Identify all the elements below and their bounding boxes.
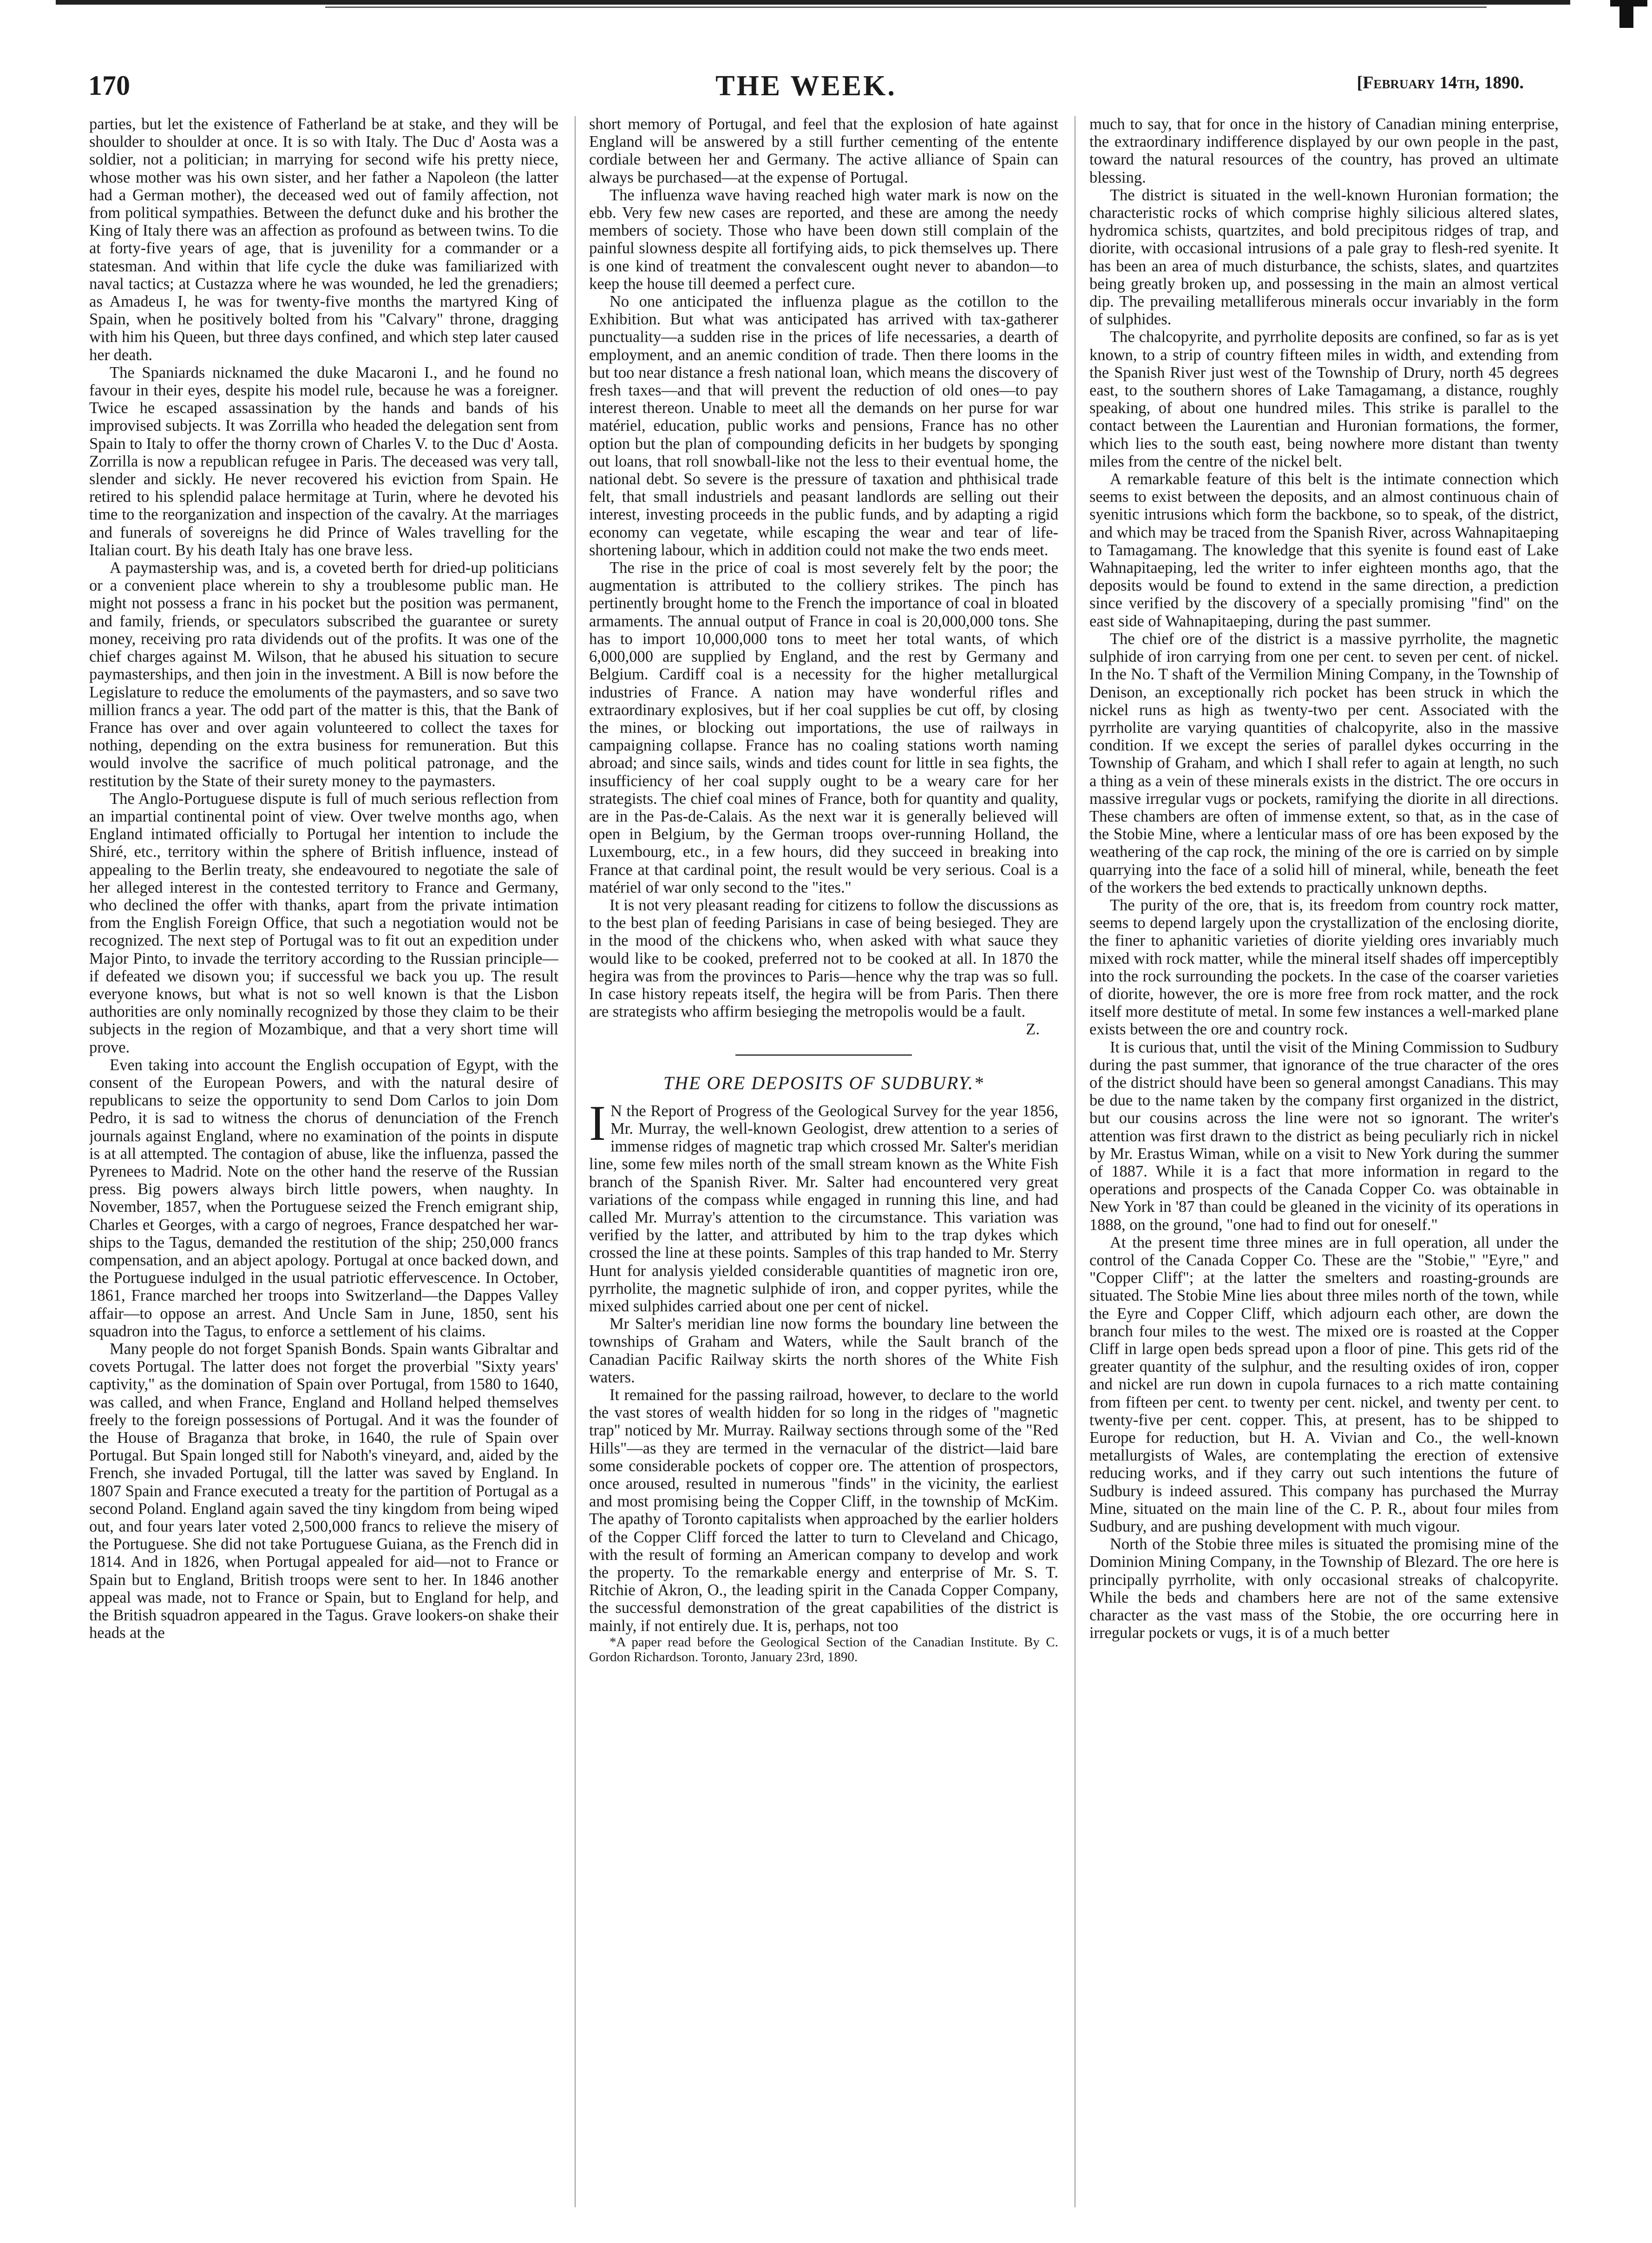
paragraph: Many people do not forget Spanish Bonds. Spain wants Gibraltar and covets Portugal. The latter does not forget the proverbial "Sixty years' captivity," as the domination of Spain over Portugal, from 1580 to 1640, was called, and when France, England and Holland helped themselves freely to the foreign possessions of Portugal. And it was the founder of the House of Braganza that broke, in 1640, the rule of Spain over Portugal. But Spain longed still for Naboth's vineyard, and, aided by the French, she invaded Portugal, till the latter was saved by England. In 1807 Spain and France executed a treaty for the partition of Portugal as a second Poland. England again saved the tiny kingdom from being wiped out, and four years later voted 2,500,000 francs to relieve the misery of the Portuguese. She did not take Portuguese Guiana, as the French did in 1814. And in 1826, when Portugal appealed for aid—not to France or Spain but to England, British troops were sent to her. In 1846 another appeal was made, not to France or Spain, but to England for help, and the British squadron appeared in the Tagus. Grave lookers-on shake their heads at the <box>89 1340 558 1642</box>
drop-cap: I <box>589 1095 606 1151</box>
paragraph: North of the Stobie three miles is situated the promising mine of the Dominion Mining Company, in the Township of Blezard. The ore here is principally pyrrholite, with only occasional streaks of chalcopyrite. While the beds and chambers here are not of the same extensive character as the vast mass of the Stobie, the ore occurring here in irregular pockets or vugs, it is of a much better <box>1089 1535 1559 1642</box>
article-title: THE ORE DEPOSITS OF SUDBURY.* <box>663 1072 984 1093</box>
paragraph: A paymastership was, and is, a coveted berth for dried-up politicians or a convenient place wherein to shy a troublesome public man. He might not possess a franc in his pocket but the position was permanent, and family, friends, or speculators subscribed the guarantee or surety money, receiving pro rata dividends out of the profits. It was one of the chief charges against M. Wilson, that he abused his situation to secure paymasterships, and then join in the investment. A Bill is now before the Legislature to reduce the emoluments of the paymasters, and so save two million francs a year. The odd part of the matter is this, that the Bank of France has over and over again volunteered to collect the taxes for nothing, depending on the extra business for remuneration. But this would involve the sacrifice of much political patronage, and the restitution by the State of their surety money to the paymasters. <box>89 559 558 790</box>
paragraph: It is curious that, until the visit of the Mining Commission to Sudbury during the past summer, that ignorance of the true character of the ores of the district should have been so general amongst Canadians. This may be due to the name taken by the company first organized in the district, but our cousins across the line were not so ignorant. The writer's attention was first drawn to the district as being peculiarly rich in nickel by Mr. Erastus Wiman, while on a visit to New York during the summer of 1887. While it is a fact that more information in regard to the operations and prospects of the Canada Copper Co. was obtainable in New York in '87 than could be gleaned in the vicinity of its operations in 1888, on the ground, "one had to find out for oneself." <box>1089 1038 1559 1234</box>
issue-date: [February 14th, 1890. <box>1357 73 1524 92</box>
paragraph: The rise in the price of coal is most severely felt by the poor; the augmentation is attributed to the colliery strikes. The pinch has pertinently brought home to the French the importance of coal in bloated armaments. The annual output of France in coal is 20,000,000 tons. She has to import 10,000,000 tons to meet her total wants, of which 6,000,000 are supplied by England, and the rest by Germany and Belgium. Cardiff coal is a necessity for the higher metallurgical industries of France. A nation may have wonderful rifles and extraordinary explosives, but if her coal supplies be cut off, by closing the mines, or blocking out importations, the use of railways in campaigning collapse. France has no coaling stations worth naming abroad; and since sails, winds and tides count for little in sea fights, the insufficiency of her coal supply ought to be a weary care for her strategists. The chief coal mines of France, both for quantity and quality, are in the Pas-de-Calais. As the next war it is generally believed will open in Belgium, by the German troops over-running Holland, the Luxembourg, etc., in a few hours, did they succeed in breaking into France at that cardinal point, the result would be very serious. Coal is a matériel of war only second to the "ites." <box>589 559 1058 896</box>
footnote: *A paper read before the Geological Section of the Canadian Institute. By C. Gordon Richardson. Toronto, January 23rd, 1890. <box>589 1634 1058 1664</box>
paragraph: The influenza wave having reached high water mark is now on the ebb. Very few new cases are reported, and these are among the needy members of society. Those who have been down still complain of the painful slowness despite all fortifying aids, to pick themselves up. There is one kind of treatment the convalescent ought never to abandon—to keep the house till deemed a perfect cure. <box>589 186 1058 293</box>
column-left <box>89 115 558 2216</box>
top-border-rule <box>56 0 1570 5</box>
column-middle <box>589 115 1058 2216</box>
paragraph: The Spaniards nicknamed the duke Macaroni I., and he found no favour in their eyes, despite his model rule, because he was a foreigner. Twice he escaped assassination by the hands and bands of his improvised subjects. It was Zorrilla who headed the delegation sent from Spain to Italy to offer the thorny crown of Charles V. to the Duc d' Aosta. Zorrilla is now a republican refugee in Paris. The deceased was very tall, slender and sickly. He never recovered his eviction from Spain. He retired to his splendid palace hermitage at Turin, where he devoted his time to the reorganization and inspection of the cavalry. At the marriages and funerals of sovereigns he did Prince of Wales travelling for the Italian court. By his death Italy has one brave less. <box>89 363 558 559</box>
paragraph: It remained for the passing railroad, however, to declare to the world the vast stores of wealth hidden for so long in the ridges of "magnetic trap" noticed by Mr. Murray. Railway sections through some of the "Red Hills"—as they are termed in the vernacular of the district—laid bare some considerable pockets of copper ore. The attention of prospectors, once aroused, resulted in numerous "finds" in the vicinity, the earliest and most promising being the Copper Cliff, in the township of McKim. The apathy of Toronto capitalists when approached by the earlier holders of the Copper Cliff forced the latter to turn to Cleveland and Chicago, with the result of forming an American company to develop and work the property. To the remarkable energy and enterprise of Mr. S. T. Ritchie of Akron, O., the leading spirit in the Canada Copper Company, the successful demonstration of the great capabilities of the district is mainly, if not entirely due. It is, perhaps, not too <box>589 1386 1058 1635</box>
article-lead-paragraph <box>589 1095 1058 1315</box>
paragraph: The district is situated in the well-known Huronian formation; the characteristic rocks of which comprise highly silicious altered slates, hydromica schists, quartzites, and bold precipitous ridges of trap, and diorite, with occasional intrusions of a pale gray to flesh-red syenite. It has been an area of much disturbance, the schists, slates, and quartzites being greatly broken up, and possessing in the main an almost vertical dip. The prevailing metalliferous minerals occur invariably in the form of sulphides. <box>1089 186 1559 329</box>
paragraph: The chief ore of the district is a massive pyrrholite, the magnetic sulphide of iron carrying from one per cent. to seven per cent. of nickel. In the No. T shaft of the Vermilion Mining Company, in the Township of Denison, an exceptionally rich pocket has been struck in which the nickel runs as high as twenty-two per cent. Associated with the pyrrholite are varying quantities of chalcopyrite, also in the massive condition. If we except the series of parallel dykes occurring in the Township of Graham, and which I shall refer to again at length, no such a thing as a vein of these minerals exists in the district. The ore occurs in massive irregular vugs or pockets, ramifying the diorite in all directions. These chambers are often of immense extent, so that, as in the case of the Stobie Mine, where a lenticular mass of ore has been exposed by the weathering of the cap rock, the mining of the ore is carried on by simple quarrying into the face of a solid hill of mineral, while, beneath the feet of the workers the bed extends to practically unknown depths. <box>1089 630 1559 896</box>
paragraph-text: N the Report of Progress of the Geological Survey for the year 1856, Mr. Murray, the well-known Geologist, drew attention to a series of immense ridges of magnetic trap which crossed Mr. Salter's meridian line, some few miles north of the small stream known as the White Fish branch of the Spanish River. Mr. Salter had encountered very great variations of the compass while engaged in running this line, and had called Mr. Murray's attention to the circumstance. This variation was verified by the latter, and attributed by him to the trap dykes which crossed the line at these points. Samples of this trap handed to Mr. Sterry Hunt for analysis yielded considerable quantities of magnetic iron ore, pyrrholite, the magnetic sulphide of iron, and copper pyrites, while the mixed sulphides carried about one per cent of nickel. <box>589 1102 1058 1315</box>
paragraph: At the present time three mines are in full operation, all under the control of the Canada Copper Co. These are the "Stobie," "Eyre," and "Copper Cliff"; at the latter the smelters and roasting-grounds are situated. The Stobie Mine lies about three miles north of the town, while the Eyre and Copper Cliff, which adjourn each other, are down the branch four miles to the west. The mixed ore is roasted at the Copper Cliff in large open beds spread upon a floor of pine. This gets rid of the greater quantity of the sulphur, and the resulting oxides of iron, copper and nickel are run down in cupola furnaces to a rich matte containing from fifteen per cent. to twenty per cent. nickel, and twenty per cent. to twenty-five per cent. copper. This, at present, has to be shipped to Europe for reduction, but H. A. Vivian and Co., the well-known metallurgists of Wales, are contemplating the erection of extensive reducing works, and if they carry out such intentions the future of Sudbury is indeed assured. This company has purchased the Murray Mine, situated on the main line of the C. P. R., about four miles from Sudbury, and are pushing development with much vigour. <box>1089 1233 1559 1536</box>
paragraph: short memory of Portugal, and feel that the explosion of hate against England will be answered by a still further cementing of the entente cordiale between her and Germany. The active alliance of Spain can always be purchased—at the expense of Portugal. <box>589 115 1058 186</box>
page-number: 170 <box>88 70 130 101</box>
paragraph: Mr Salter's meridian line now forms the boundary line between the townships of Graham and Waters, while the Sault branch of the Canadian Pacific Railway skirts the north shores of the White Fish waters. <box>589 1315 1058 1386</box>
paragraph: parties, but let the existence of Fatherland be at stake, and they will be shoulder to shoulder at once. It is so with Italy. The Duc d' Aosta was a soldier, not a politician; in marrying for second wife his pretty niece, whose mother was his own sister, and her father a Napoleon (the latter had a German mother), the deceased wed out of family affection, not from political sympathies. Between the defunct duke and his brother the King of Italy there was an affection as profound as between twins. To die at forty-five years of age, that is juvenility for a commander or a statesman. And within that life cycle the duke was familiarized with naval tactics; at Custazza where he was wounded, he led the grenadiers; as Amadeus I, he was for twenty-five months the martyred King of Spain, when he positively bolted from his "Calvary" throne, dragging with him his Queen, but three days confined, and which step later caused her death. <box>89 115 558 364</box>
paragraph: Even taking into account the English occupation of Egypt, with the consent of the European Powers, and with the natural desire of republicans to seize the opportunity to send Dom Carlos to join Dom Pedro, it is sad to witness the chorus of denunciation of the French journals against England, where no examination of the points in dispute is at all attempted. The contagion of abuse, like the influenza, passed the Pyrenees to Madrid. Note on the other hand the reserve of the Russian press. Big powers always birch little powers, when naughty. In November, 1857, when the Portuguese seized the French emigrant ship, Charles et Georges, with a cargo of negroes, France despatched her war-ships to the Tagus, demanded the restitution of the ship; 250,000 francs compensation, and an abject apology. Portugal at once backed down, and the Portuguese indulged in the usual patriotic effervescence. In October, 1861, France marched her troops into Switzerland—the Dappes Valley affair—to oppose an arrest. And Uncle Sam in June, 1850, sent his squadron into the Tagus, to enforce a settlement of his claims. <box>89 1056 558 1340</box>
journal-title: THE WEEK. <box>715 70 897 102</box>
paragraph: It is not very pleasant reading for citizens to follow the discussions as to the best plan of feeding Parisians in case of being besieged. They are in the mood of the chickens who, when asked with what sauce they would like to be cooked, preferred not to be cooked at all. In 1870 the hegira was from the provinces to Paris—hence why the trap was so full. In case history repeats itself, the hegira will be from Paris. Then there are strategists who affirm besieging the metropolis would be a fault. <box>589 896 1058 1021</box>
column-divider <box>575 116 576 2207</box>
column-right <box>1089 115 1559 2216</box>
top-border-rule-thin <box>325 7 1487 8</box>
paragraph: The chalcopyrite, and pyrrholite deposits are confined, so far as is yet known, to a strip of country fifteen miles in width, and extending from the Spanish River just west of the Township of Drury, north 45 degrees east, to the southern shores of Lake Tamagamang, a distance, roughly speaking, of about one hundred miles. This strike is parallel to the contact between the Laurentian and Huronian formations, the former, which lies to the south east, being nowhere more distant than twenty miles from the centre of the nickel belt. <box>1089 328 1559 470</box>
page-header <box>88 70 1524 107</box>
paragraph: The Anglo-Portuguese dispute is full of much serious reflection from an impartial continental point of view. Over twelve months ago, when England intimated officially to Portugal her intention to include the Shiré, etc., territory within the sphere of British influence, instead of appealing to the Berlin treaty, she endeavoured to negotiate the sale of her alleged interest in the contested territory to France and Germany, who declined the offer with thanks, apart from the private intimation from the English Foreign Office, that such a negotiation would not be recognized. The next step of Portugal was to fit out an expedition under Major Pinto, to invade the territory according to the Russian principle—if defeated we disown you; if successful we back you up. The result everyone knows, but what is not so well known is that the Lisbon authorities are only nominally recognized by those they claim to be their subjects in the region of Mozambique, and that a very short time will prove. <box>89 789 558 1056</box>
author-signature: Z. <box>1026 1020 1040 1039</box>
binding-corner-mark <box>1610 0 1652 33</box>
section-divider <box>735 1054 912 1056</box>
paragraph: much to say, that for once in the history of Canadian mining enterprise, the extraordinary indifference displayed by our own people in the past, toward the natural resources of the country, has proved an ultimate blessing. <box>1089 115 1559 186</box>
paragraph: The purity of the ore, that is, its freedom from country rock matter, seems to depend largely upon the crystallization of the enclosing diorite, the finer to aphanitic varieties of diorite yielding ores invariably much mixed with rock matter, while the mineral itself shades off imperceptibly into the rock surrounding the pockets. In the case of the coarser varieties of diorite, however, the ore is more free from rock matter, and the rock itself more destitute of metal. In some few instances a well-marked plane exists between the ore and country rock. <box>1089 896 1559 1039</box>
paragraph: A remarkable feature of this belt is the intimate connection which seems to exist between the deposits, and an almost continuous chain of syenitic intrusions which form the backbone, so to speak, of the district, and which may be traced from the Spanish River, across Wahnapitaeping to Tamagamang. The knowledge that this syenite is found east of Lake Wahnapitaeping, led the writer to infer eighteen months ago, that the deposits would be found to extend in the same direction, a prediction since verified by the discovery of a specially promising "find" on the east side of Wahnapitaeping, during the past summer. <box>1089 470 1559 630</box>
paragraph: No one anticipated the influenza plague as the cotillon to the Exhibition. But what was anticipated has arrived with tax-gatherer punctuality—a sudden rise in the prices of life necessaries, a dearth of employment, and an anemic condition of trade. Then there looms in the but too near distance a fresh national loan, which means the discovery of fresh taxes—and that will prevent the reduction of old ones—to pay interest thereon. Unable to meet all the demands on her purse for war matériel, education, public works and pensions, France has no other option but the plan of compounding deficits in her budgets by sponging out loans, that roll snowball-like not the less to their eventual home, the national debt. So severe is the pressure of taxation and phthisical trade felt, that small industriels and peasant landlords are selling out their interest, investing proceeds in the public funds, and by adapting a rigid economy can vegetate, while escaping the wear and tear of life-shortening labour, which in addition could not make the two ends meet. <box>589 293 1058 559</box>
